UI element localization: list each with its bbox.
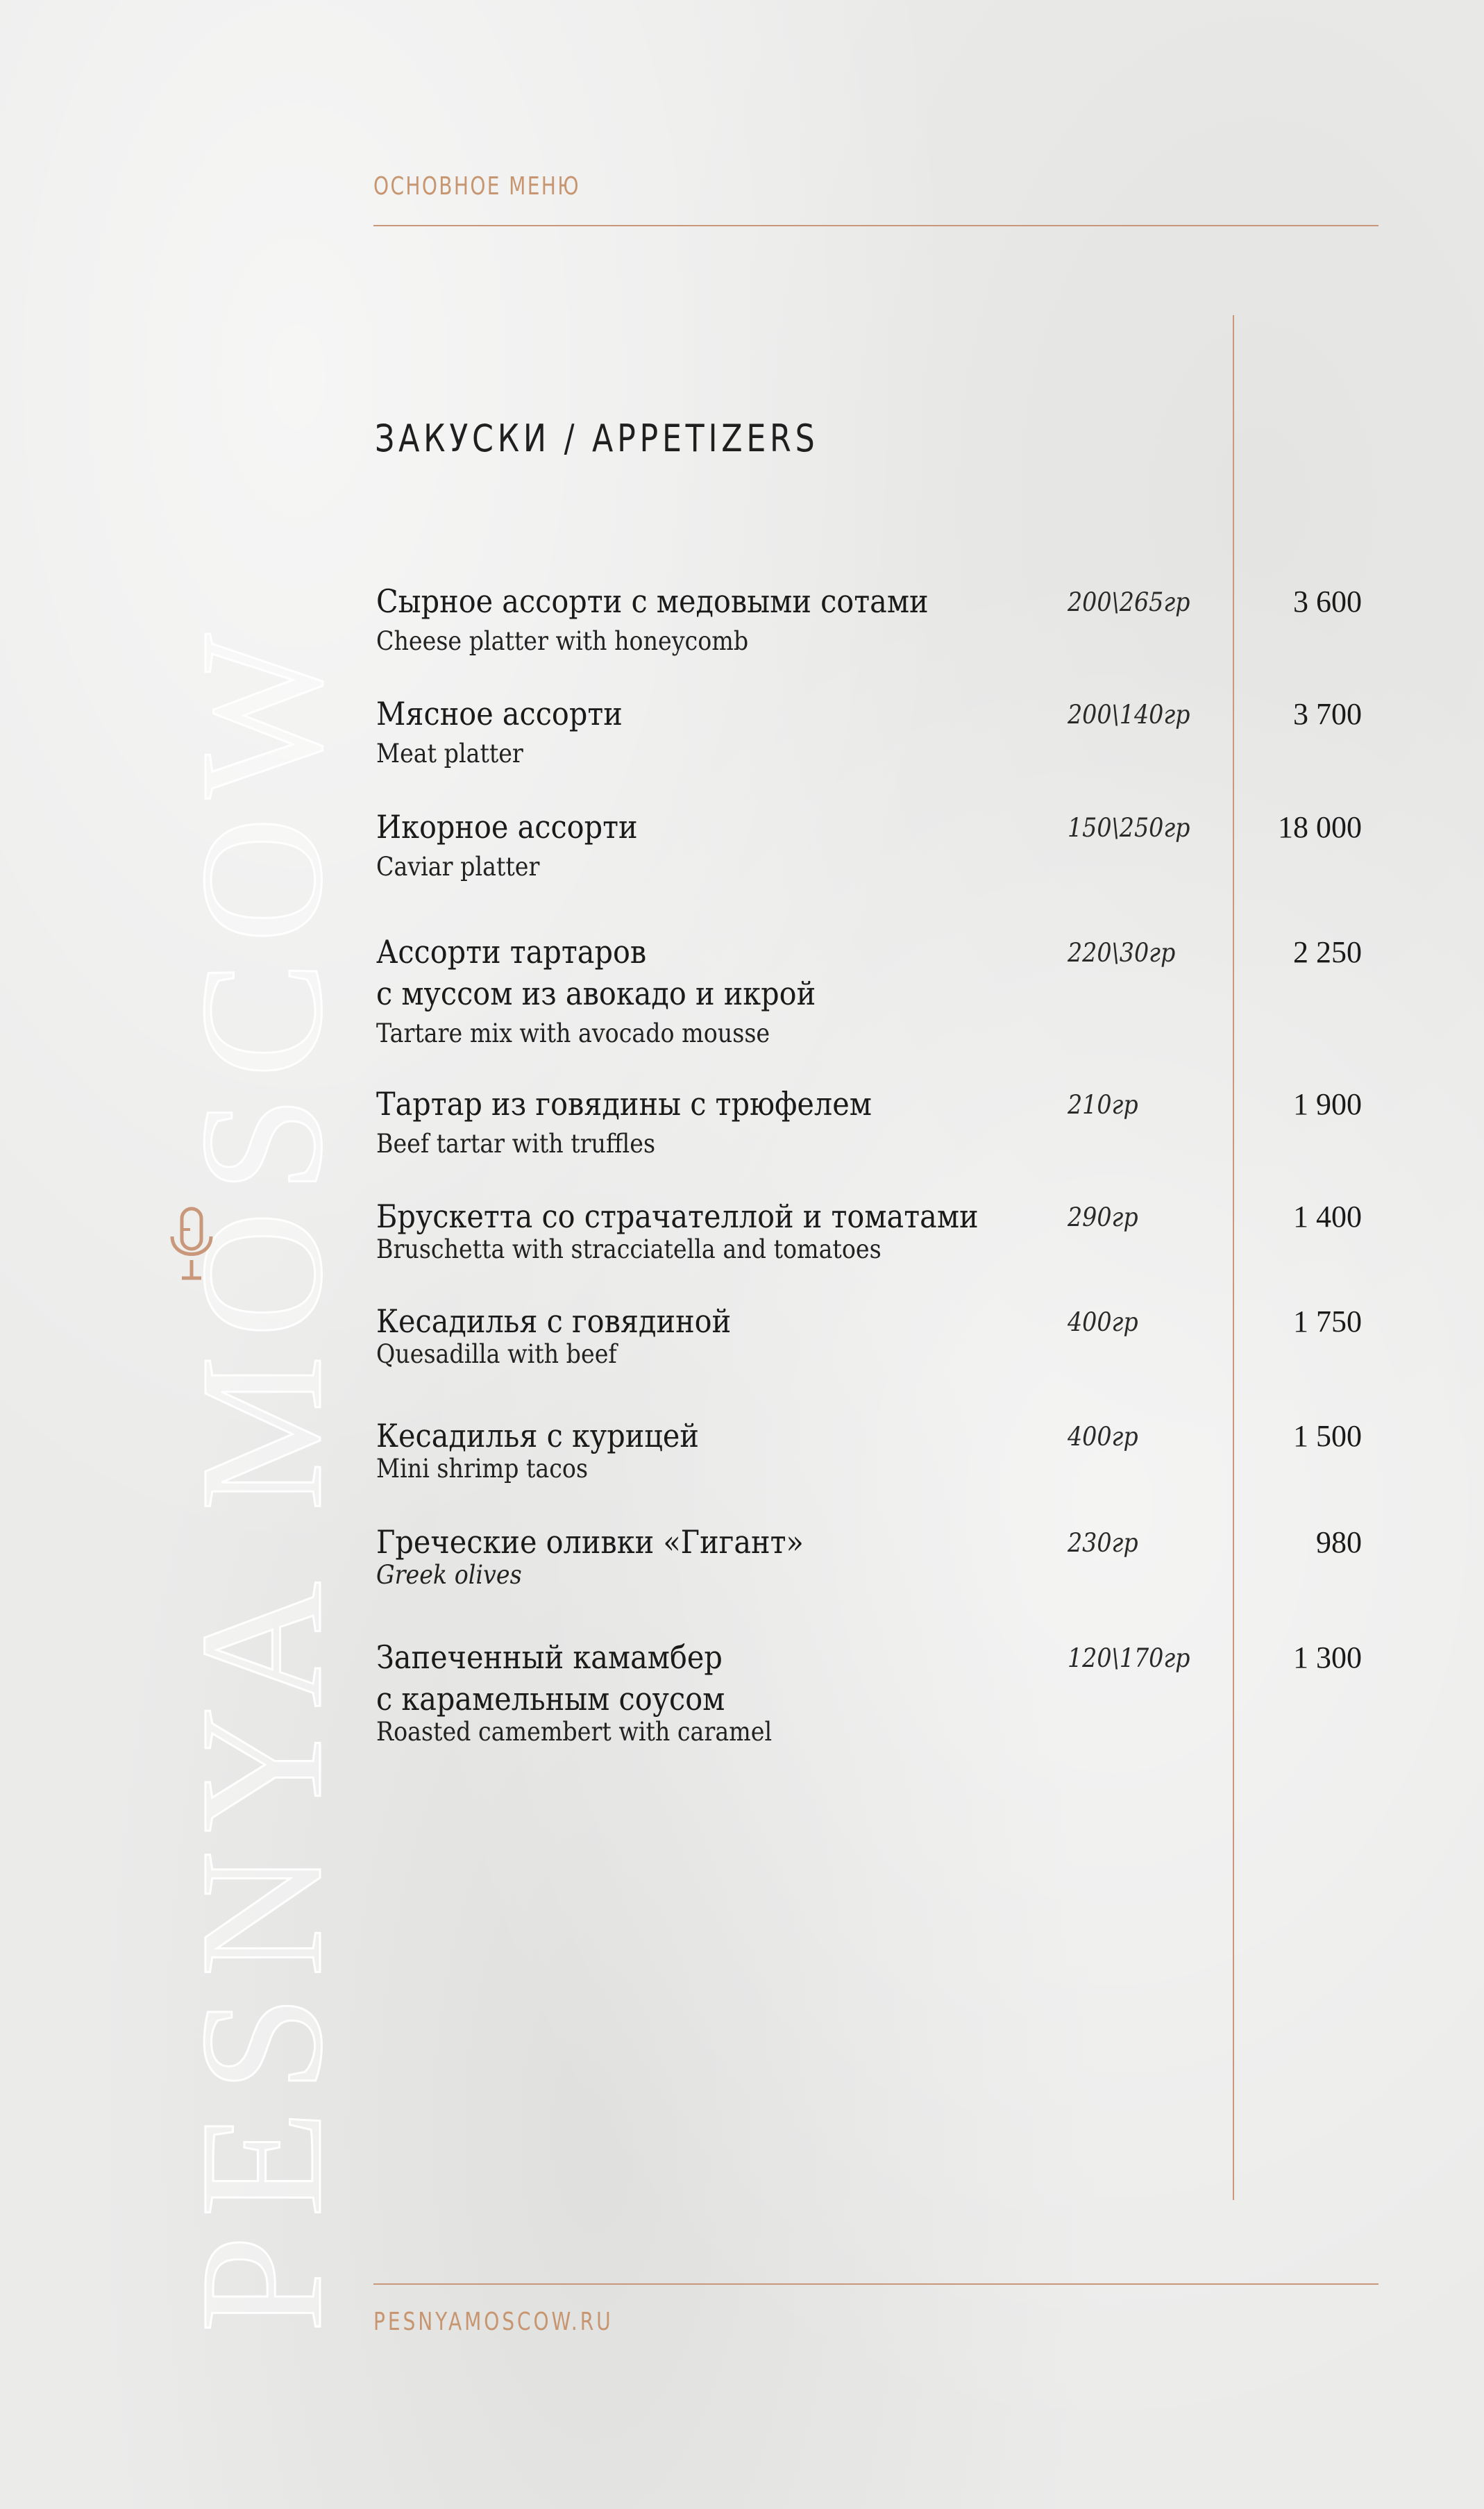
item-name: Кесадилья с курицей [376,1417,700,1454]
menu-item [376,580,1362,691]
menu-item [376,1300,1362,1411]
item-description: Meat platter [376,739,523,769]
item-name: Греческие оливки «Гигант» [376,1523,804,1561]
item-name: Брускетта со страчателлой и томатами [376,1198,979,1235]
item-weight: 220\30гр [1068,938,1176,968]
item-weight: 290гр [1068,1202,1138,1232]
item-weight: 210гр [1068,1090,1138,1120]
item-name: Мясное ассорти [376,695,623,732]
item-price: 1 900 [1293,1087,1362,1121]
item-price: 1 500 [1293,1419,1362,1453]
top-divider [373,225,1378,226]
bottom-divider [373,2283,1378,2285]
item-name: Кесадилья с говядиной [376,1302,732,1340]
menu-item [376,1415,1362,1526]
item-price: 2 250 [1293,935,1362,969]
menu-item [376,1636,1362,1747]
microphone-icon [167,1205,217,1288]
item-weight: 400гр [1068,1422,1138,1452]
item-description: Beef tartar with truffles [376,1129,656,1159]
category-title: ЗАКУСКИ / APPETIZERS [375,417,819,460]
item-price: 1 400 [1293,1200,1362,1234]
menu-item [376,693,1362,804]
item-price: 1 750 [1293,1304,1362,1339]
item-weight: 120\170гр [1068,1643,1190,1673]
item-weight: 150\250гр [1068,813,1190,843]
item-name: Запеченный камамбер с карамельным соусом [376,1638,725,1718]
item-weight: 200\265гр [1068,587,1190,617]
item-description: Bruschetta with stracciatella and tomatoes [376,1234,882,1264]
item-description: Greek olives [376,1560,522,1590]
item-price: 18 000 [1278,810,1362,844]
item-weight: 230гр [1068,1528,1138,1558]
item-description: Caviar platter [376,852,540,882]
menu-item [376,1521,1362,1632]
item-weight: 400гр [1068,1307,1138,1337]
item-description: Tartare mix with avocado mousse [376,1018,770,1048]
item-name: Икорное ассорти [376,808,638,846]
item-price: 1 300 [1293,1640,1362,1675]
section-label: ОСНОВНОЕ МЕНЮ [373,172,580,201]
item-description: Quesadilla with beef [376,1339,617,1369]
item-price: 980 [1316,1525,1362,1559]
brand-vertical-text: PESNYA MOSCOW [164,615,358,2333]
menu-item [376,931,1362,1048]
item-description: Cheese platter with honeycomb [376,626,749,656]
item-name: Сырное ассорти с медовыми сотами [376,582,929,620]
item-price: 3 700 [1293,697,1362,731]
menu-item [376,1195,1362,1307]
item-name: Ассорти тартаров с муссом из авокадо и икрой [376,933,816,1012]
site-url[interactable]: PESNYAMOSCOW.RU [373,2308,614,2336]
item-price: 3 600 [1293,585,1362,619]
item-weight: 200\140гр [1068,700,1190,730]
item-name: Тартар из говядины с трюфелем [376,1085,872,1123]
item-description: Roasted camembert with caramel [376,1717,773,1747]
menu-item [376,806,1362,917]
item-description: Mini shrimp tacos [376,1454,589,1484]
menu-item [376,1083,1362,1194]
